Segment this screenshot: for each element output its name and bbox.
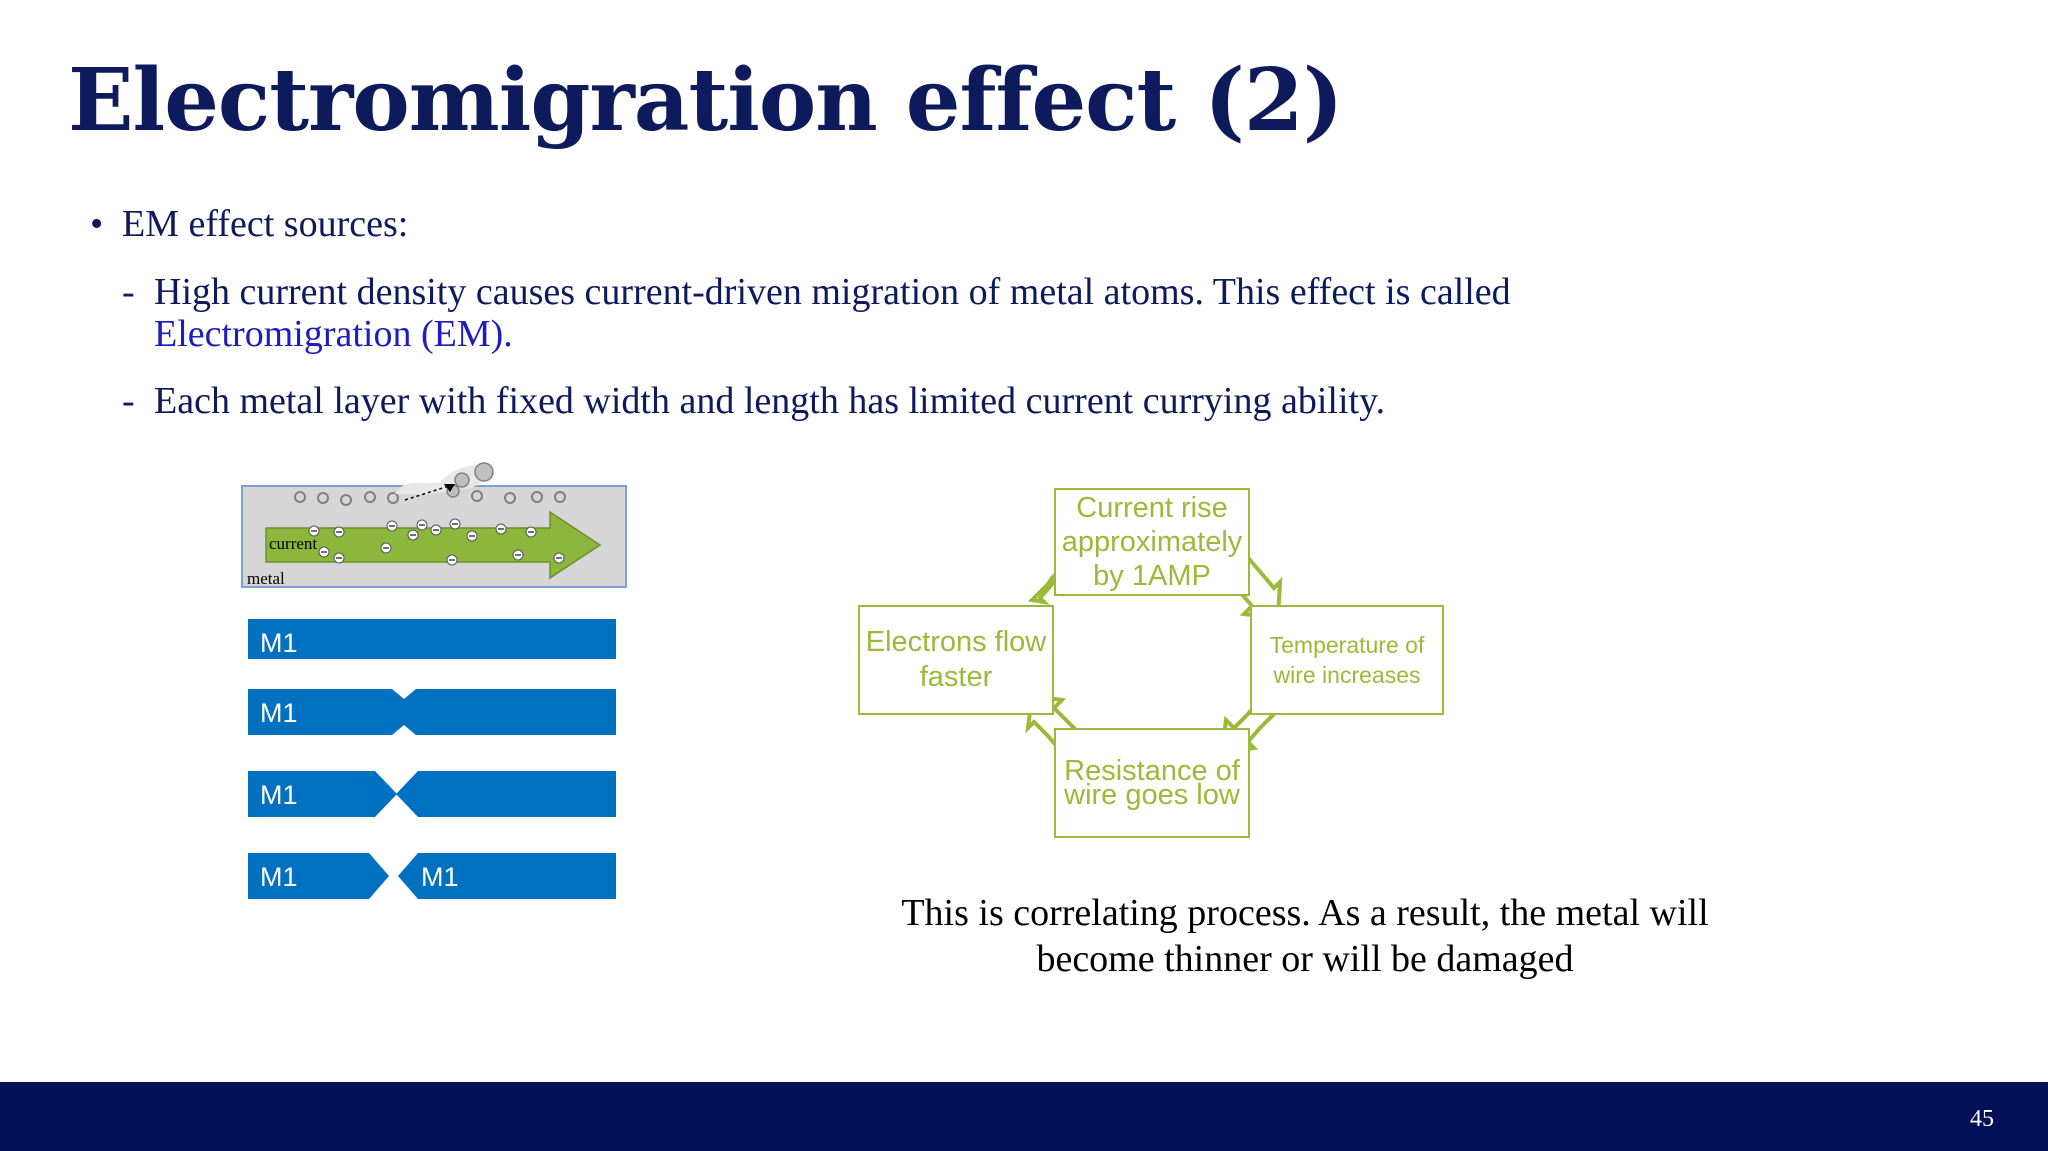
sub-item-marker: - [122,380,135,422]
cycle-text-line: wire increases [1273,662,1421,688]
cycle-text-line: Resistance of [1064,755,1240,787]
footer-bar [0,1082,2048,1151]
metal-bar-intact [248,619,616,659]
sub-item-marker: - [122,271,135,313]
metal-bar-necking [248,689,616,735]
metal-bars [248,619,616,899]
slide-title: Electromigration effect (2) [68,50,1343,151]
metal-bar-label: M1 [260,628,298,658]
cycle-box-temperature [1250,605,1444,715]
current-label: current [269,534,318,553]
cycle-text-line: by 1AMP [1093,560,1211,592]
cycle-box-electrons-flow [858,605,1054,715]
page-number: 45 [1970,1106,1994,1132]
caption [830,890,1780,982]
em-term-highlight: Electromigration (EM). [154,313,513,355]
bullet-text: EM effect sources: [122,203,409,245]
cycle-text-line: faster [919,661,993,693]
sub-item-text: High current density causes current-driven migration of metal atoms. This effect is called [154,271,1511,313]
sub-item-text: Each metal layer with fixed width and length has limited current currying ability. [154,380,1386,422]
metal-bar-label: M1 [260,780,298,810]
cycle-text-line: approximately [1061,526,1243,558]
bullet-marker: • [90,203,104,245]
cycle-box-resistance [1054,728,1250,838]
cycle-text-line: Electrons flow [865,626,1047,658]
metal-label: metal [247,569,285,588]
cycle-box-current-rise [1054,488,1250,596]
cycle-text-line: wire goes low [1064,779,1240,811]
metal-bar-label: M1 [260,698,298,728]
cycle-text-line: Current rise [1076,492,1228,524]
cycle-text-line: Temperature of [1269,632,1425,658]
caption-line: This is correlating process. As a result, the metal will [901,892,1709,934]
metal-bar-label: M1 [421,862,459,892]
caption-line: become thinner or will be damaged [1036,938,1574,980]
metal-bar-thin-right [396,771,616,817]
metal-bar-label: M1 [260,862,298,892]
